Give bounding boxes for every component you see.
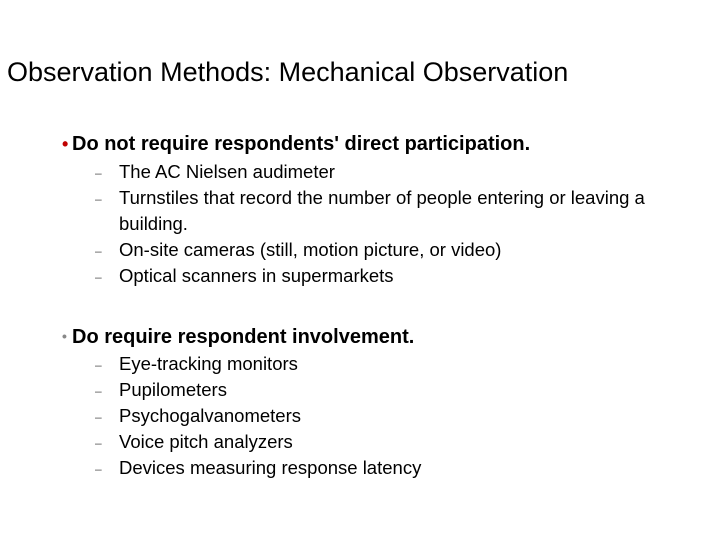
list-item-text: Eye-tracking monitors: [119, 353, 298, 374]
list-item-text: Optical scanners in supermarkets: [119, 265, 394, 286]
dash-icon: –: [95, 462, 102, 476]
dash-icon: –: [95, 192, 102, 206]
dash-icon: –: [95, 244, 102, 258]
bullet-text: Do not require respondents' direct participation.: [72, 133, 531, 155]
dash-icon: –: [95, 166, 102, 180]
list-item: [93, 351, 649, 377]
list-item: [93, 455, 649, 481]
list-item: [93, 377, 649, 403]
list-item-text: Psychogalvanometers: [119, 405, 302, 426]
bullet-dot-icon: •: [62, 134, 69, 154]
list-item: [93, 263, 649, 289]
bullet-group-direct-participation: [62, 130, 645, 289]
list-item-text: On-site cameras (still, motion picture, or video): [119, 239, 502, 260]
slide-title: Observation Methods: Mechanical Observation: [7, 57, 569, 87]
list-item: [93, 185, 649, 237]
list-item-text: Pupilometers: [119, 379, 227, 400]
list-item-text: Voice pitch analyzers: [119, 431, 293, 452]
sub-list: [93, 351, 649, 481]
list-item: [93, 237, 649, 263]
bullet-dot-icon: •: [62, 328, 67, 344]
dash-icon: –: [95, 270, 102, 284]
dash-icon: –: [95, 384, 102, 398]
list-item: [93, 159, 649, 185]
list-item-text: The AC Nielsen audimeter: [119, 161, 335, 182]
sub-list: [93, 159, 649, 289]
dash-icon: –: [95, 410, 102, 424]
bullet-group-respondent-involvement: [62, 322, 618, 481]
list-item: [93, 403, 649, 429]
dash-icon: –: [95, 358, 102, 372]
list-item: [93, 429, 649, 455]
bullet-main: [62, 130, 618, 158]
bullet-text: Do require respondent involvement.: [72, 326, 415, 348]
list-item-text: Turnstiles that record the number of people entering or leaving a building.: [119, 187, 645, 234]
bullet-main: [62, 322, 618, 351]
dash-icon: –: [95, 436, 102, 450]
list-item-text: Devices measuring response latency: [119, 457, 422, 478]
